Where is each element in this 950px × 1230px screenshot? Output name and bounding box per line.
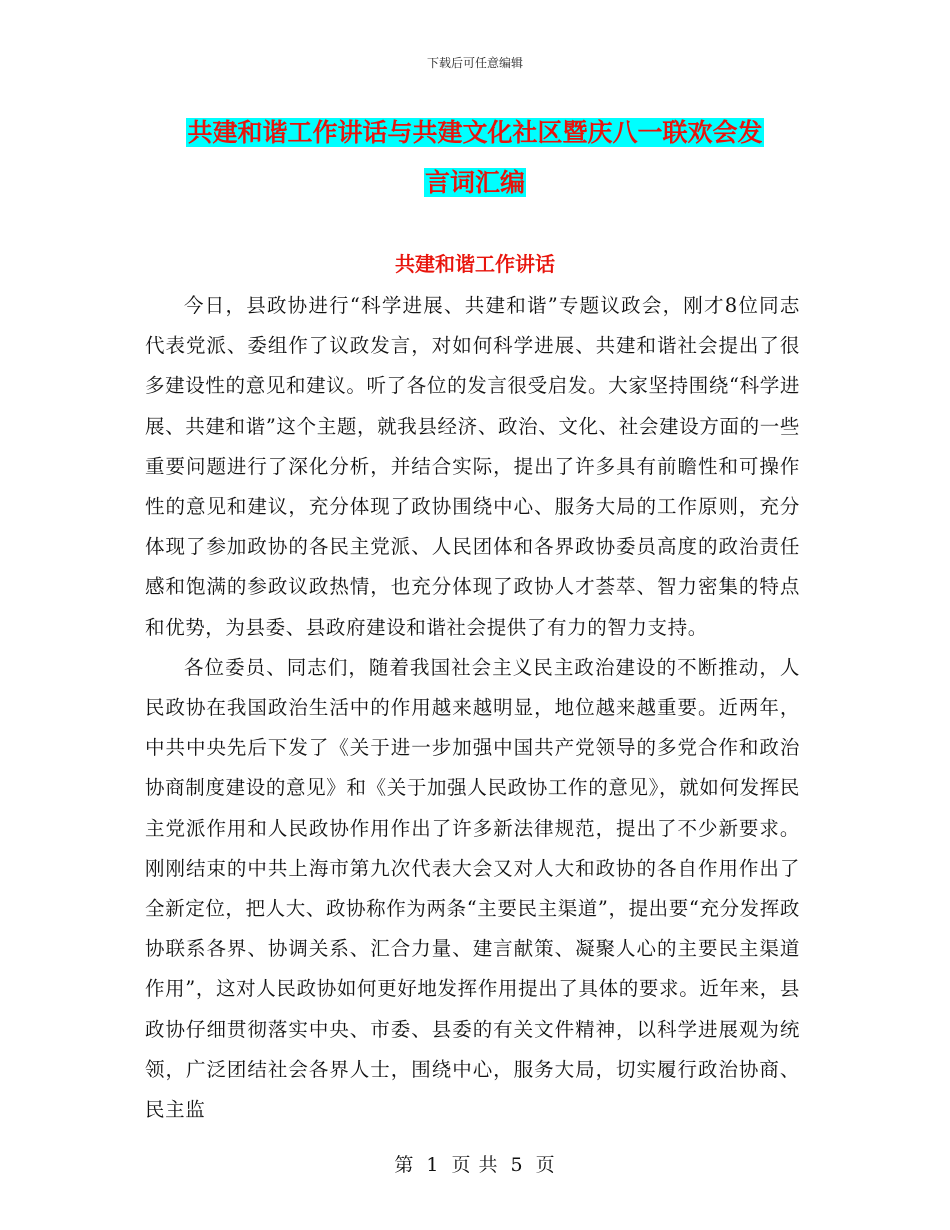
paragraph-2: 各位委员、同志们，随着我国社会主义民主政治建设的不断推动，人民政协在我国政治生活中的作用越来越明显，地位越来越重要。近两年，中共中央先后下发了《关于进一步加强中国共产党领导的多党合作和政治协商制度建设的意见》和《关于加强人民政协工作的意见》，就如何发挥民主党派作用和人民政协作用作出了许多新法律规范，提出了不少新要求。刚刚结束的中共上海市第九次代表大会又对人大和政协的各自作用作出了全新定位，把人大、政协称作为两条“主要民主渠道”，提出要“充分发挥政协联系各界、协调关系、汇合力量、建言献策、凝聚人心的主要民主渠道作用”，这对人民政协如何更好地发挥作用提出了具体的要求。近年来，县政协仔细贯彻落实中央、市委、县委的有关文件精神，以科学进展观为统领，广泛团结社会各界人士，围绕中心，服务大局，切实履行政治协商、民主监	[145, 655, 800, 1122]
document-title-line-2: 言词汇编	[424, 168, 525, 197]
page-footer	[0, 1150, 950, 1177]
footer-page-number: 1	[426, 1154, 440, 1176]
footer-total-pages: 5	[510, 1154, 524, 1176]
document-title-line-1: 共建和谐工作讲话与共建文化社区暨庆八一联欢会发	[187, 118, 763, 147]
footer-suffix: 页	[535, 1154, 556, 1176]
document-title	[150, 108, 800, 208]
section-title: 共建和谐工作讲话	[395, 252, 555, 276]
footer-prefix: 第	[394, 1154, 415, 1176]
header-note: 下载后可任意编辑	[426, 56, 523, 70]
footer-middle: 页 共	[451, 1154, 499, 1176]
paragraph-1: 今日，县政协进行“科学进展、共建和谐”专题议政会，刚才8位同志代表党派、委组作了议政发言，对如何科学进展、共建和谐社会提出了很多建设性的意见和建议。听了各位的发言很受启发。大家坚持围绕“科学进展、共建和谐”这个主题，就我县经济、政治、文化、社会建设方面的一些重要问题进行了深化分析，并结合实际，提出了许多具有前瞻性和可操作性的意见和建议，充分体现了政协围绕中心、服务大局的工作原则，充分体现了参加政协的各民主党派、人民团体和各界政协委员高度的政治责任感和饱满的参政议政热情，也充分体现了政协人才荟萃、智力密集的特点和优势，为县委、县政府建设和谐社会提供了有力的智力支持。	[145, 294, 800, 639]
document-body	[145, 286, 800, 1130]
